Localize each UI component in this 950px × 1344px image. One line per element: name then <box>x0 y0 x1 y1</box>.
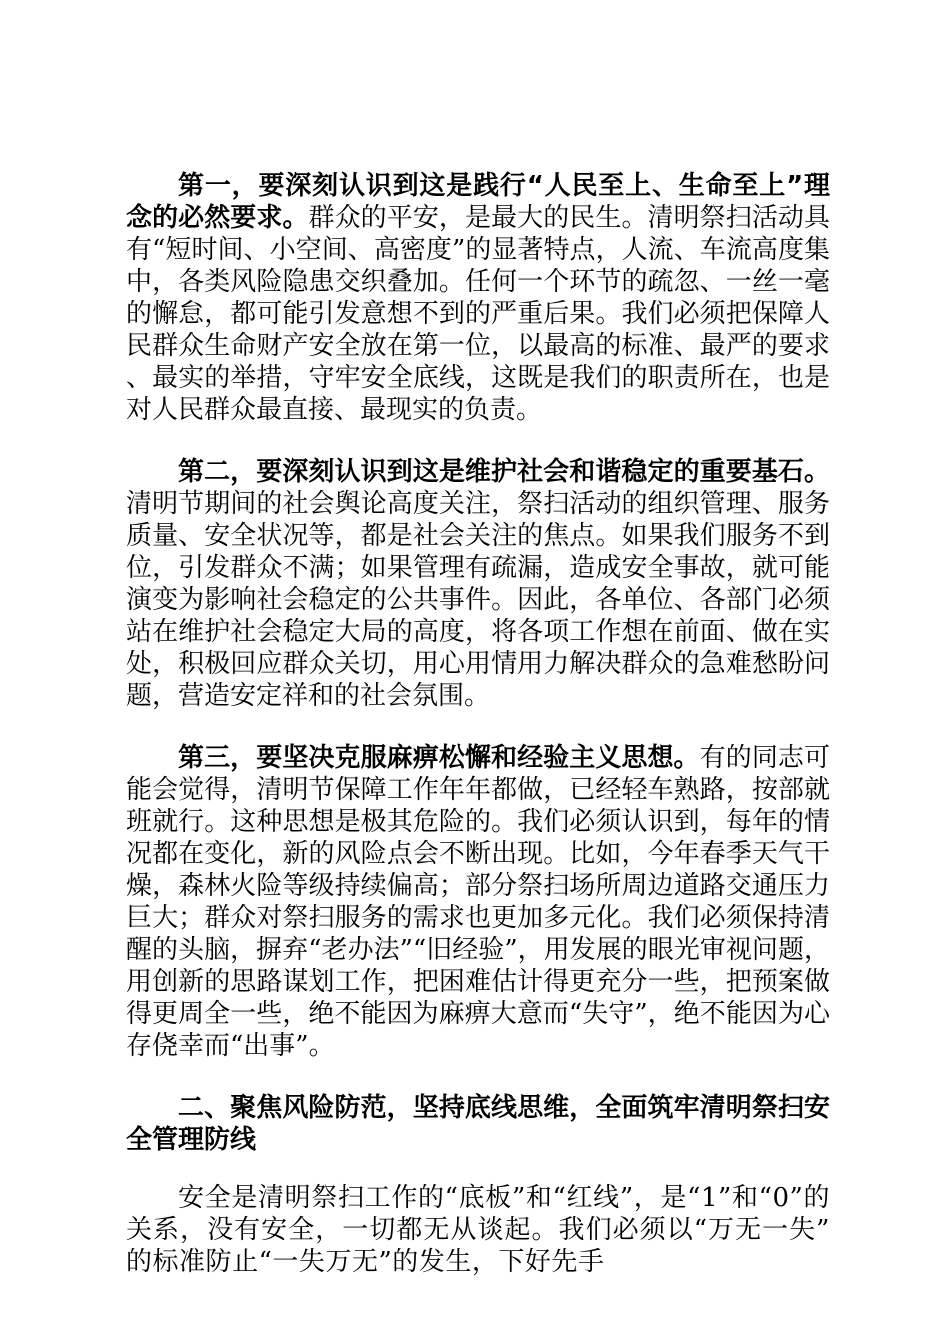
paragraph-body: 群众的平安，是最大的民生。清明祭扫活动具有“短时间、小空间、高密度”的显著特点，人流、车流高度集中，各类风险隐患交织叠加。任何一个环节的疏忽、一丝一毫的懈怠，都可能引发意想不到的严重后果。我们必须把保障人民群众生命财产安全放在第一位，以最高的标准、最严的要求、最实的举措，守牢安全底线，这既是我们的职责所在，也是对人民群众最直接、最现实的负责。 <box>126 203 830 425</box>
paragraph-first <box>126 170 830 426</box>
closing-paragraph: 安全是清明祭扫工作的“底板”和“红线”，是“1”和“0”的关系，没有安全，一切都无从谈起。我们必须以“万无一失”的标准防止“一失万无”的发生，下好先手 <box>126 1183 830 1277</box>
paragraph-lead: 第二，要深刻认识到这是维护社会和谐稳定的重要基石。 <box>178 457 830 487</box>
paragraph-lead: 第一，要深刻认识到这是践行“人民至上、生命至上”理念的必然要求。 <box>126 171 830 233</box>
document-page <box>126 170 830 1308</box>
section-heading: 二、聚焦风险防范，坚持底线思维，全面筑牢清明祭扫安全管理防线 <box>126 1093 830 1155</box>
paragraph-third <box>126 742 830 1062</box>
paragraph-second <box>126 456 830 712</box>
paragraph-lead: 第三，要坚决克服麻痹松懈和经验主义思想。 <box>178 743 700 773</box>
paragraph-body: 有的同志可能会觉得，清明节保障工作年年都做，已经轻车熟路，按部就班就行。这种思想是极其危险的。我们必须认识到，每年的情况都在变化，新的风险点会不断出现。比如，今年春季天气干燥，森林火险等级持续偏高；部分祭扫场所周边道路交通压力巨大；群众对祭扫服务的需求也更加多元化。我们必须保持清醒的头脑，摒弃“老办法”“旧经验”，用发展的眼光审视问题，用创新的思路谋划工作，把困难估计得更充分一些，把预案做得更周全一些，绝不能因为麻痹大意而“失守”，绝不能因为心存侥幸而“出事”。 <box>126 743 830 1061</box>
paragraph-body: 清明节期间的社会舆论高度关注，祭扫活动的组织管理、服务质量、安全状况等，都是社会关注的焦点。如果我们服务不到位，引发群众不满；如果管理有疏漏，造成安全事故，就可能演变为影响社会稳定的公共事件。因此，各单位、各部门必须站在维护社会稳定大局的高度，将各项工作想在前面、做在实处，积极回应群众关切，用心用情用力解决群众的急难愁盼问题，营造安定祥和的社会氛围。 <box>126 489 830 711</box>
